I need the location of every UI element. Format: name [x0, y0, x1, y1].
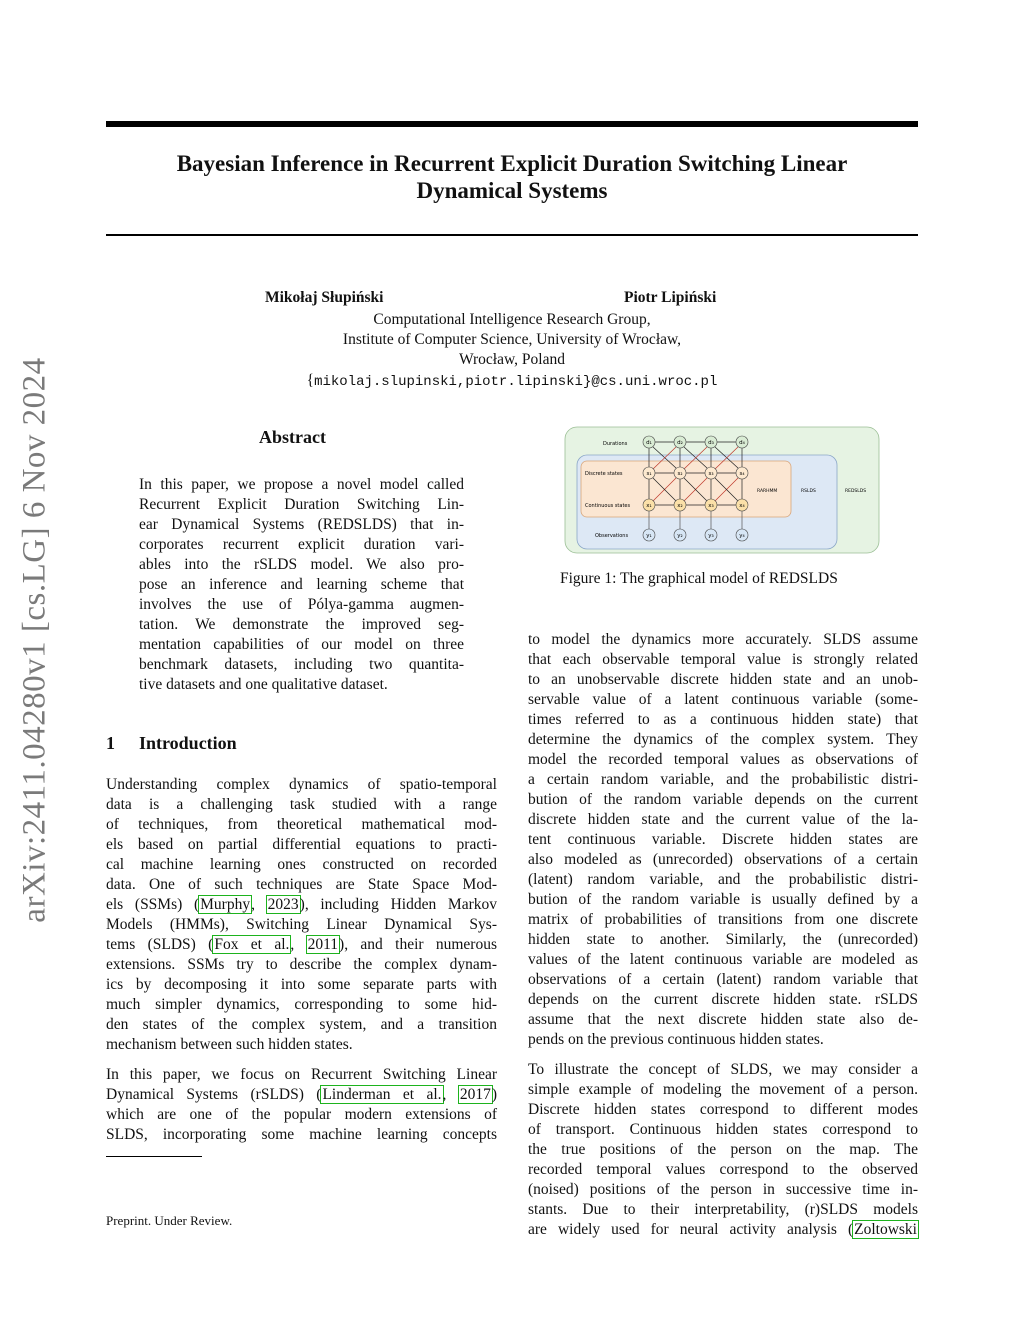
title-rule-bottom [106, 234, 918, 236]
author-1: Mikołaj Słupiński [265, 289, 384, 306]
duration-node-label: d₁ [646, 440, 652, 446]
right-paragraph-2: To illustrate the concept of SLDS, we may consider a simple example of modeling the movement of a person. Discrete hidden states correspond to different modes of transport. Continuous hidden states correspond to the true positions of the person on the map. The recorded temporal values correspond to the observed (noised) positions of the person in successive time in- stants. Due to their interpretability, (r)SLDS models are widely used for neural activity analysis (Zoltowski [528, 1061, 918, 1238]
footnote: Preprint. Under Review. [106, 1213, 233, 1228]
citation-link[interactable]: 2023 [267, 896, 299, 913]
continuous-state-node-label: x₃ [708, 503, 714, 509]
box-label-rarhmm: RARHMM [757, 489, 778, 494]
intro-paragraph-2: In this paper, we focus on Recurrent Switching Linear Dynamical Systems (rSLDS) (Linderman et al., 2017) which are one of the popular modern extensions of SLDS, incorporating some machine learning concepts [106, 1066, 498, 1143]
continuous-state-node-label: x₁ [646, 503, 652, 509]
citation-link[interactable]: 2017 [459, 1086, 491, 1103]
section-heading-introduction: 1 Introduction [106, 733, 237, 753]
discrete-state-node-label: s₄ [739, 471, 745, 477]
abstract-text: In this paper, we propose a novel model called Recurrent Explicit Duration Switching Lin- ear Dynamical Systems (REDSLDS) that in- corporates recurrent explicit duration vari- ables into the rSLDS model. We also pro- pose an inference and learning scheme that involves the use of Pólya-gamma augmen- tation. We demonstrate the improved seg- mentation capabilities of our model on three benchmark datasets, including two quantita- tive datasets and one qualitative dataset. [139, 476, 464, 693]
citation-link[interactable]: Fox et al. [214, 936, 290, 953]
observation-node-label: y₃ [708, 533, 714, 539]
right-paragraph-1: to model the dynamics more accurately. SLDS assume that each observable temporal value is strongly related to an unobservable discrete hidden state and an unob- servable value of a latent continuous variable (some- times referred to as a continuous hidden state) that determine the dynamics of the complex system. They model the recorded temporal values as observations of a certain random variable, and the probabilistic distri- bution of the random variable depends on the current discrete hidden state and the current value of the la- tent continuous variable. Discrete hidden states are also modeled as (unrecorded) observations of a certain (latent) random variable, and the probabilistic distri- bution of the random variable is usually defined by a matrix of probabilities of transitions from one discrete hidden state to another. Similarly, the (unrecorded) values of the latent continuous variable are modeled as observations of a certain (latent) random variable that depends on the current discrete hidden state. rSLDS assume that the next discrete hidden state also de- pends on the previous continuous hidden states. [528, 631, 918, 1048]
box-label-redslds: REDSLDS [845, 489, 867, 494]
box-label-rslds: RSLDS [801, 489, 816, 494]
discrete-state-node-label: s₂ [677, 471, 683, 477]
citation-line-zoltowski: are widely used for neural activity analysis (Zoltowski [528, 1221, 917, 1238]
duration-node-label: d₄ [739, 440, 745, 446]
paper-title: Bayesian Inference in Recurrent Explicit Duration Switching Linear Dynamical Systems [176, 151, 848, 203]
discrete-state-node-label: s₃ [708, 471, 714, 477]
citation-link[interactable]: Murphy [200, 896, 251, 913]
author-2: Piotr Lipiński [624, 289, 717, 306]
citation-link[interactable]: Linderman et al. [322, 1086, 442, 1103]
figure-graphical-model [563, 425, 881, 555]
affiliation-group: Computational Intelligence Research Group, [373, 311, 651, 328]
row-label-continuous: Continuous states [585, 503, 631, 509]
intro-paragraph-1: Understanding complex dynamics of spatio-temporal data is a challenging task studied with a range of techniques, from theoretical mathematical mod- els based on partial differential equations to practi- cal machine learning ones constructed on recorded data. One of such techniques are State Space Mod- els (SSMs) (Murphy, 2023), including Hidden Markov Models (HMMs), Switching Linear Dynamical Sys- tems (SLDS) (Fox et al., 2011), and their numerous extensions. SSMs try to describe the complex dynam- ics by decomposing it into some separate parts with much simpler dynamics, corresponding to some hid- den states of the complex system, and a transition mechanism between such hidden states. [106, 776, 498, 1053]
citation-line-fox: tems (SLDS) (Fox et al., 2011), and their numerous [106, 936, 498, 953]
citation-line-murphy: els (SSMs) (Murphy, 2023), including Hidden Markov [106, 896, 497, 913]
observation-node-label: y₁ [646, 533, 652, 539]
affiliation-city: Wrocław, Poland [459, 351, 565, 368]
citation-line-linderman: Dynamical Systems (rSLDS) (Linderman et al., 2017) [106, 1086, 498, 1103]
continuous-state-node-label: x₄ [739, 503, 745, 509]
row-label-durations: Durations [603, 441, 628, 447]
title-rule-top [106, 121, 918, 127]
abstract-heading: Abstract [259, 427, 326, 447]
figure-caption: Figure 1: The graphical model of REDSLDS [560, 570, 838, 587]
citation-link[interactable]: 2011 [307, 936, 339, 953]
arxiv-stamp: arXiv:2411.04280v1 [cs.LG] 6 Nov 2024 [16, 357, 53, 923]
footnote-rule [106, 1156, 202, 1157]
continuous-state-node-label: x₂ [677, 503, 683, 509]
row-label-observations: Observations [595, 533, 629, 539]
citation-link[interactable]: Zoltowski [854, 1221, 917, 1238]
row-label-discrete: Discrete states [585, 471, 623, 477]
discrete-state-node-label: s₁ [646, 471, 652, 477]
duration-node-label: d₂ [677, 440, 683, 446]
duration-node-label: d₃ [708, 440, 714, 446]
affiliation-institute: Institute of Computer Science, University of Wrocław, [342, 331, 682, 348]
author-emails: {mikolaj.slupinski,piotr.lipinski}@cs.uni.wroc.pl [306, 372, 718, 390]
observation-node-label: y₄ [739, 533, 745, 539]
observation-node-label: y₂ [677, 533, 683, 539]
